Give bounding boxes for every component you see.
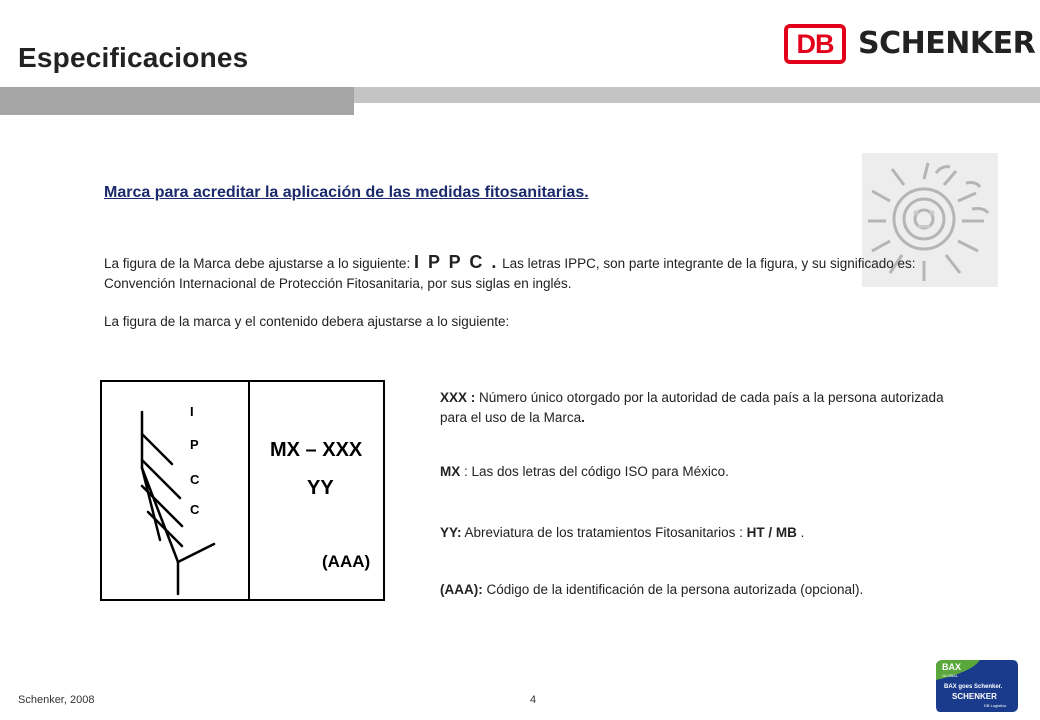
- ippc-mark-figure: [100, 380, 385, 601]
- page-number: 4: [530, 694, 537, 706]
- bax-logistics-text: DB Logistics: [984, 703, 1007, 708]
- definition-aaa-label: (AAA):: [440, 582, 483, 597]
- definition-yy-text: Abreviatura de los tratamientos Fitosanitarios :: [461, 525, 747, 540]
- definition-aaa: [440, 580, 970, 600]
- header-bar-dark: [0, 87, 354, 115]
- page-title: Especificaciones: [18, 42, 249, 73]
- section-subtitle: Marca para acreditar la aplicación de las medidas fitosanitarias.: [104, 184, 589, 201]
- definition-yy: [440, 523, 970, 543]
- definition-yy-label: YY:: [440, 525, 462, 540]
- definition-yy-codes: HT / MB: [746, 525, 797, 540]
- mark-letter-i: I: [190, 404, 194, 419]
- definition-xxx: [440, 388, 970, 428]
- intro-text-post: Las letras IPPC, son parte integrante de la figura, y su significado es: Convención Internacional de Protección Fitosanitaria, por sus siglas en inglés.: [104, 256, 916, 291]
- mark-letter-c2: C: [190, 502, 200, 517]
- bax-tagline: BAX goes Schenker.: [944, 684, 1003, 690]
- mark-person-line: (AAA): [322, 552, 371, 571]
- bax-global-text: GLOBAL: [942, 673, 959, 678]
- intro-paragraph: [104, 252, 964, 294]
- definition-mx: [440, 462, 970, 482]
- definition-mx-text: : Las dos letras del código ISO para México.: [460, 464, 729, 479]
- footer-copyright: Schenker, 2008: [18, 694, 95, 706]
- mark-treatment-line: YY: [307, 477, 334, 499]
- definition-xxx-label: XXX :: [440, 390, 476, 405]
- ippc-letters: I P P C .: [413, 252, 499, 272]
- definition-yy-end: .: [796, 525, 805, 540]
- mark-letter-c1: C: [190, 472, 200, 487]
- wheat-symbol-icon: [102, 382, 248, 603]
- bax-logo-text: BAX: [942, 662, 962, 672]
- header-bar-light: [354, 87, 1040, 103]
- bax-schenker-logo: [932, 658, 1020, 714]
- bax-schenker-text: SCHENKER: [952, 692, 997, 701]
- definition-xxx-end: .: [581, 410, 585, 425]
- definition-aaa-text: Código de la identificación de la persona autorizada (opcional).: [482, 582, 864, 597]
- db-logo: DB: [784, 24, 846, 64]
- intro-text-pre: La figura de la Marca debe ajustarse a lo siguiente:: [104, 256, 414, 271]
- mark-divider: [248, 382, 250, 599]
- mark-letter-p: P: [190, 437, 199, 452]
- mark-code-line: MX – XXX: [270, 439, 363, 461]
- schenker-logo: SCHENKER: [858, 26, 1036, 61]
- definition-mx-label: MX: [440, 464, 461, 479]
- definition-xxx-text: Número único otorgado por la autoridad de cada país a la persona autorizada para el uso de la Marca: [440, 390, 944, 425]
- figure-paragraph: La figura de la marca y el contenido debera ajustarse a lo siguiente:: [104, 314, 510, 329]
